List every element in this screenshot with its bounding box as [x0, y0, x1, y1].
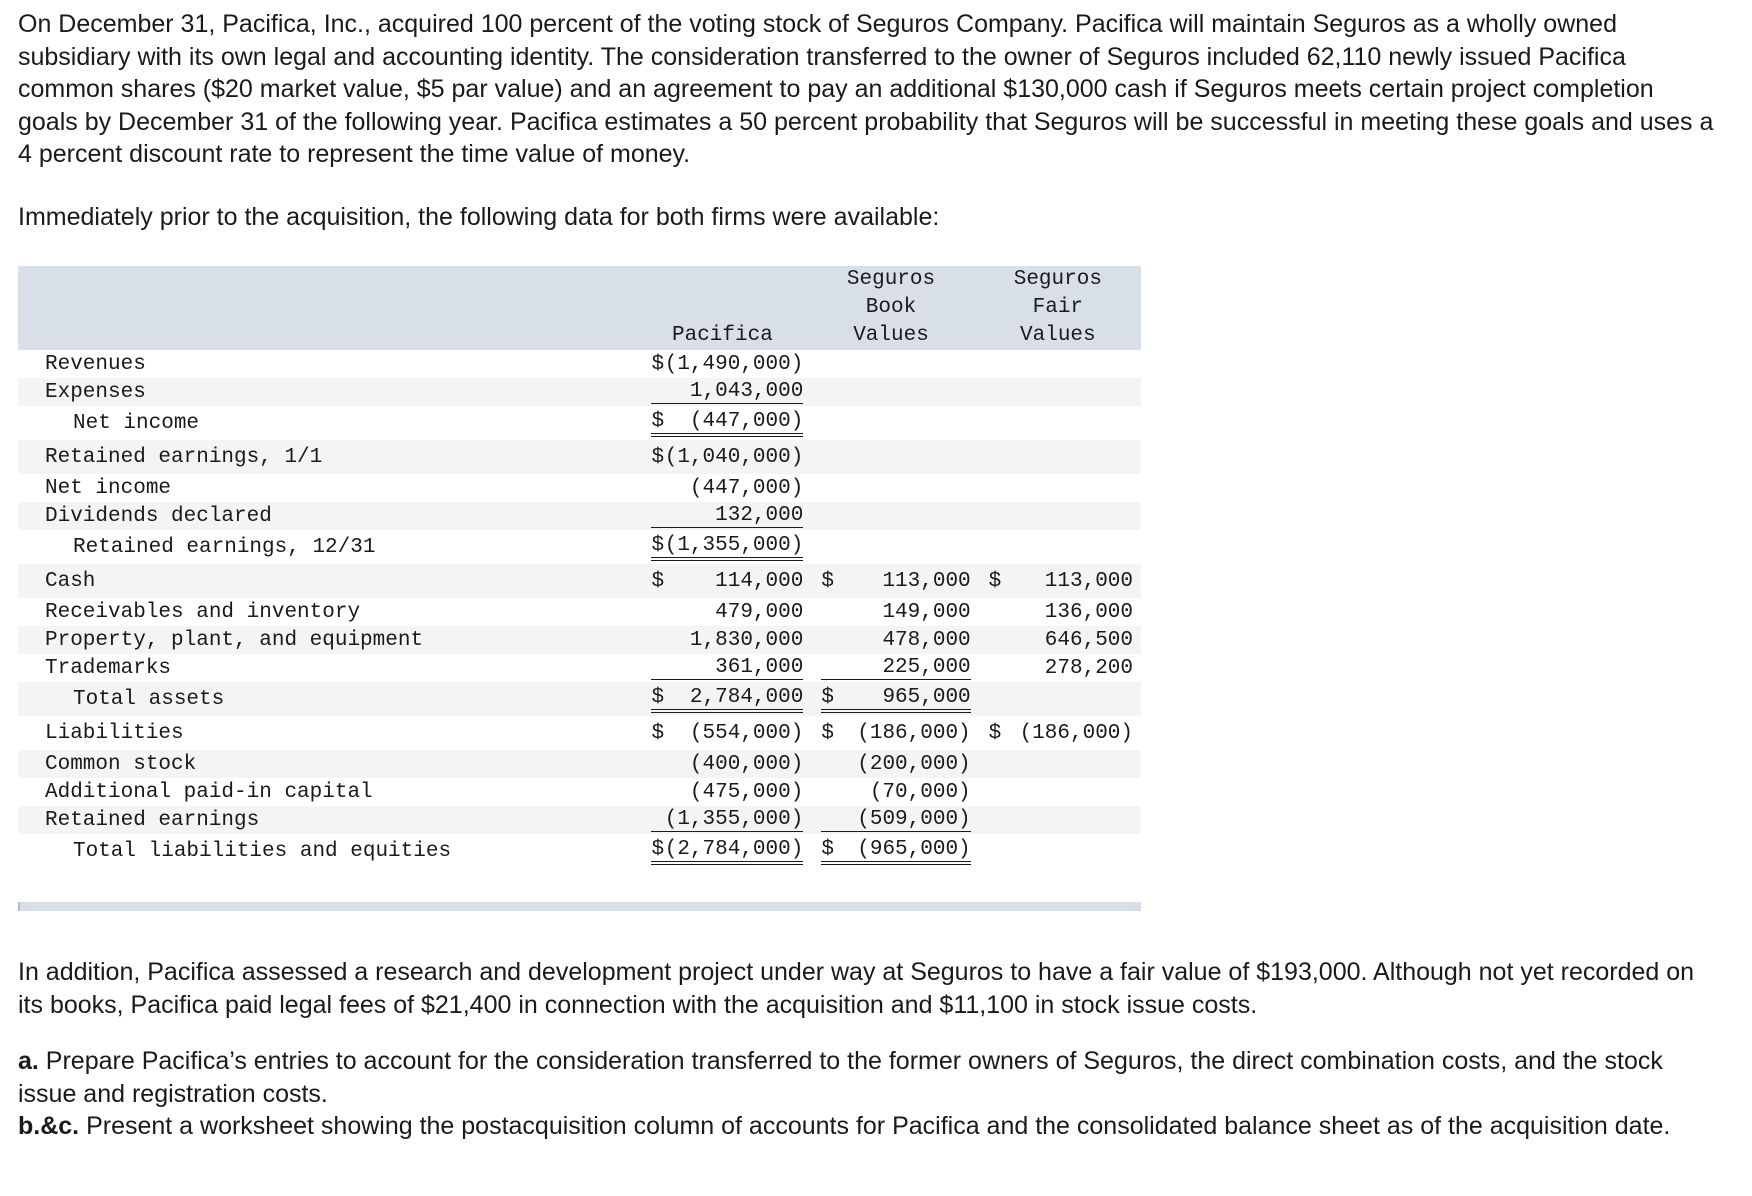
table-row — [18, 440, 1141, 474]
additional-info-paragraph: In addition, Pacifica assessed a research and development project under way at Seguros to have a fair value of $193,000. Although not yet recorded on its books, Pacifica paid legal fees of $21,400 in connection with the acquisition and $11,100 in stock issue costs. — [18, 958, 1695, 1019]
part-a-marker: a. — [18, 1047, 39, 1075]
seguros-book-value: 149,000 — [882, 600, 971, 624]
seguros-book-value: 225,000 — [882, 656, 971, 679]
pacifica-currency-sign: $ — [651, 721, 665, 745]
part-a-instruction — [18, 1045, 1718, 1110]
seguros-fair-value: 278,200 — [1044, 656, 1133, 680]
table-row — [18, 654, 1141, 682]
pacifica-value: 2,784,000 — [689, 685, 804, 709]
part-bc-instruction — [18, 1110, 1718, 1143]
table-row — [18, 716, 1141, 750]
table-row — [18, 834, 1141, 868]
pacifica-value: (1,355,000) — [664, 533, 804, 557]
row-label: Expenses — [18, 378, 637, 406]
seguros-book-currency-sign: $ — [821, 685, 834, 709]
seguros-book-value: (186,000) — [857, 721, 971, 745]
pacifica-currency-sign: $ — [651, 837, 665, 861]
table-row — [18, 350, 1141, 378]
table-row — [18, 806, 1141, 834]
table-row — [18, 474, 1141, 502]
seguros-book-value: (200,000) — [857, 752, 971, 776]
row-label: Net income — [45, 476, 172, 500]
seguros-book-value: 113,000 — [882, 569, 971, 593]
pacifica-currency-sign: $ — [651, 352, 665, 376]
part-a-text: Prepare Pacifica’s entries to account for the consideration transferred to the former owners of Seguros, the direct combination costs, and the stock issue and registration costs. — [18, 1047, 1663, 1108]
row-label: Total assets — [18, 682, 637, 716]
seguros-book-value: (965,000) — [857, 837, 971, 861]
row-label: Common stock — [18, 750, 637, 778]
seguros-book-currency-sign: $ — [821, 837, 834, 861]
pacifica-value: 1,830,000 — [689, 628, 804, 652]
pacifica-currency-sign: $ — [651, 445, 665, 469]
pacifica-currency-sign: $ — [651, 409, 665, 433]
pacifica-value: 132,000 — [715, 504, 804, 527]
pacifica-value: (1,490,000) — [664, 352, 804, 376]
table-row — [18, 598, 1141, 626]
pacifica-value: (1,355,000) — [664, 808, 804, 831]
table-row — [18, 778, 1141, 806]
pacifica-value: (2,784,000) — [664, 837, 804, 861]
seguros-fair-currency-sign: $ — [988, 569, 1002, 593]
header-seguros-fair-line1: Seguros — [975, 266, 1141, 294]
pacifica-value: (1,040,000) — [664, 445, 804, 469]
pacifica-currency-sign: $ — [651, 569, 665, 593]
header-seguros-fair-line2: Fair — [975, 294, 1141, 322]
pacifica-value: 479,000 — [715, 600, 804, 624]
seguros-book-value: (509,000) — [857, 808, 971, 831]
table-row — [18, 378, 1141, 406]
pacifica-value: (400,000) — [689, 752, 804, 776]
row-label: Revenues — [45, 352, 146, 376]
header-seguros-book-line3: Values — [807, 322, 974, 350]
pacifica-currency-sign: $ — [651, 685, 665, 709]
seguros-fair-value: 113,000 — [1044, 569, 1133, 593]
seguros-book-value: (70,000) — [869, 780, 971, 804]
row-label: Total liabilities and equities — [73, 839, 452, 863]
part-bc-marker: b.&c. — [18, 1112, 80, 1140]
table-row — [18, 406, 1141, 440]
table-row — [18, 750, 1141, 778]
pacifica-value: (447,000) — [689, 476, 804, 500]
row-label: Trademarks — [45, 656, 172, 680]
table-row — [18, 502, 1141, 530]
row-label: Dividends declared — [18, 502, 637, 530]
row-label: Net income — [73, 411, 200, 435]
table-row — [18, 564, 1141, 598]
pacifica-value: (475,000) — [689, 780, 804, 804]
pacifica-value: (554,000) — [689, 721, 804, 745]
pacifica-value: 114,000 — [715, 569, 804, 593]
seguros-fair-value: 646,500 — [1044, 628, 1133, 652]
pacifica-value: 1,043,000 — [689, 380, 804, 403]
row-label: Retained earnings, 1/1 — [18, 440, 637, 474]
table-row — [18, 530, 1141, 564]
header-pacifica: Pacifica — [637, 322, 807, 350]
part-bc-text: Present a worksheet showing the postacquisition column of accounts for Pacifica and the consolidated balance sheet as of the acquisition date. — [79, 1112, 1671, 1140]
table-row — [18, 682, 1141, 716]
header-seguros-book-line1: Seguros — [807, 266, 974, 294]
row-label: Cash — [18, 564, 637, 598]
row-label: Additional paid-in capital — [45, 780, 373, 804]
intro-paragraph: On December 31, Pacifica, Inc., acquired 100 percent of the voting stock of Seguros Company. Pacifica will maintain Seguros as a wholly owned subsidiary with its own legal and accounting identity. The consideration transferred to the owner of Seguros included 62,110 newly issued Pacifica common shares ($20 market value, $5 par value) and an agreement to pay an additional $130,000 cash if Seguros meets certain project completion goals by December 31 of the following year. Pacifica estimates a 50 percent probability that Seguros will be successful in meeting these goals and uses a 4 percent discount rate to represent the time value of money. — [18, 10, 1714, 168]
seguros-book-currency-sign: $ — [821, 721, 834, 745]
seguros-book-value: 965,000 — [882, 685, 971, 709]
pacifica-currency-sign: $ — [651, 533, 665, 557]
seguros-fair-value: 136,000 — [1044, 600, 1133, 624]
seguros-book-value: 478,000 — [882, 628, 971, 652]
table-bottom-bar — [18, 902, 1141, 911]
seguros-book-currency-sign: $ — [821, 569, 834, 593]
header-seguros-book-line2: Book — [807, 294, 974, 322]
row-label: Retained earnings, 12/31 — [73, 535, 376, 559]
row-label: Property, plant, and equipment — [18, 626, 637, 654]
table-row — [18, 626, 1141, 654]
prior-data-sentence: Immediately prior to the acquisition, the following data for both firms were available: — [18, 203, 940, 231]
financial-data-table — [18, 266, 1141, 912]
seguros-fair-currency-sign: $ — [988, 721, 1002, 745]
header-seguros-fair-line3: Values — [975, 322, 1141, 350]
seguros-fair-value: (186,000) — [1019, 721, 1133, 745]
row-label: Retained earnings — [18, 806, 637, 834]
pacifica-value: (447,000) — [689, 409, 804, 433]
row-label: Receivables and inventory — [45, 600, 361, 624]
pacifica-value: 361,000 — [715, 656, 804, 679]
row-label: Liabilities — [45, 721, 184, 745]
